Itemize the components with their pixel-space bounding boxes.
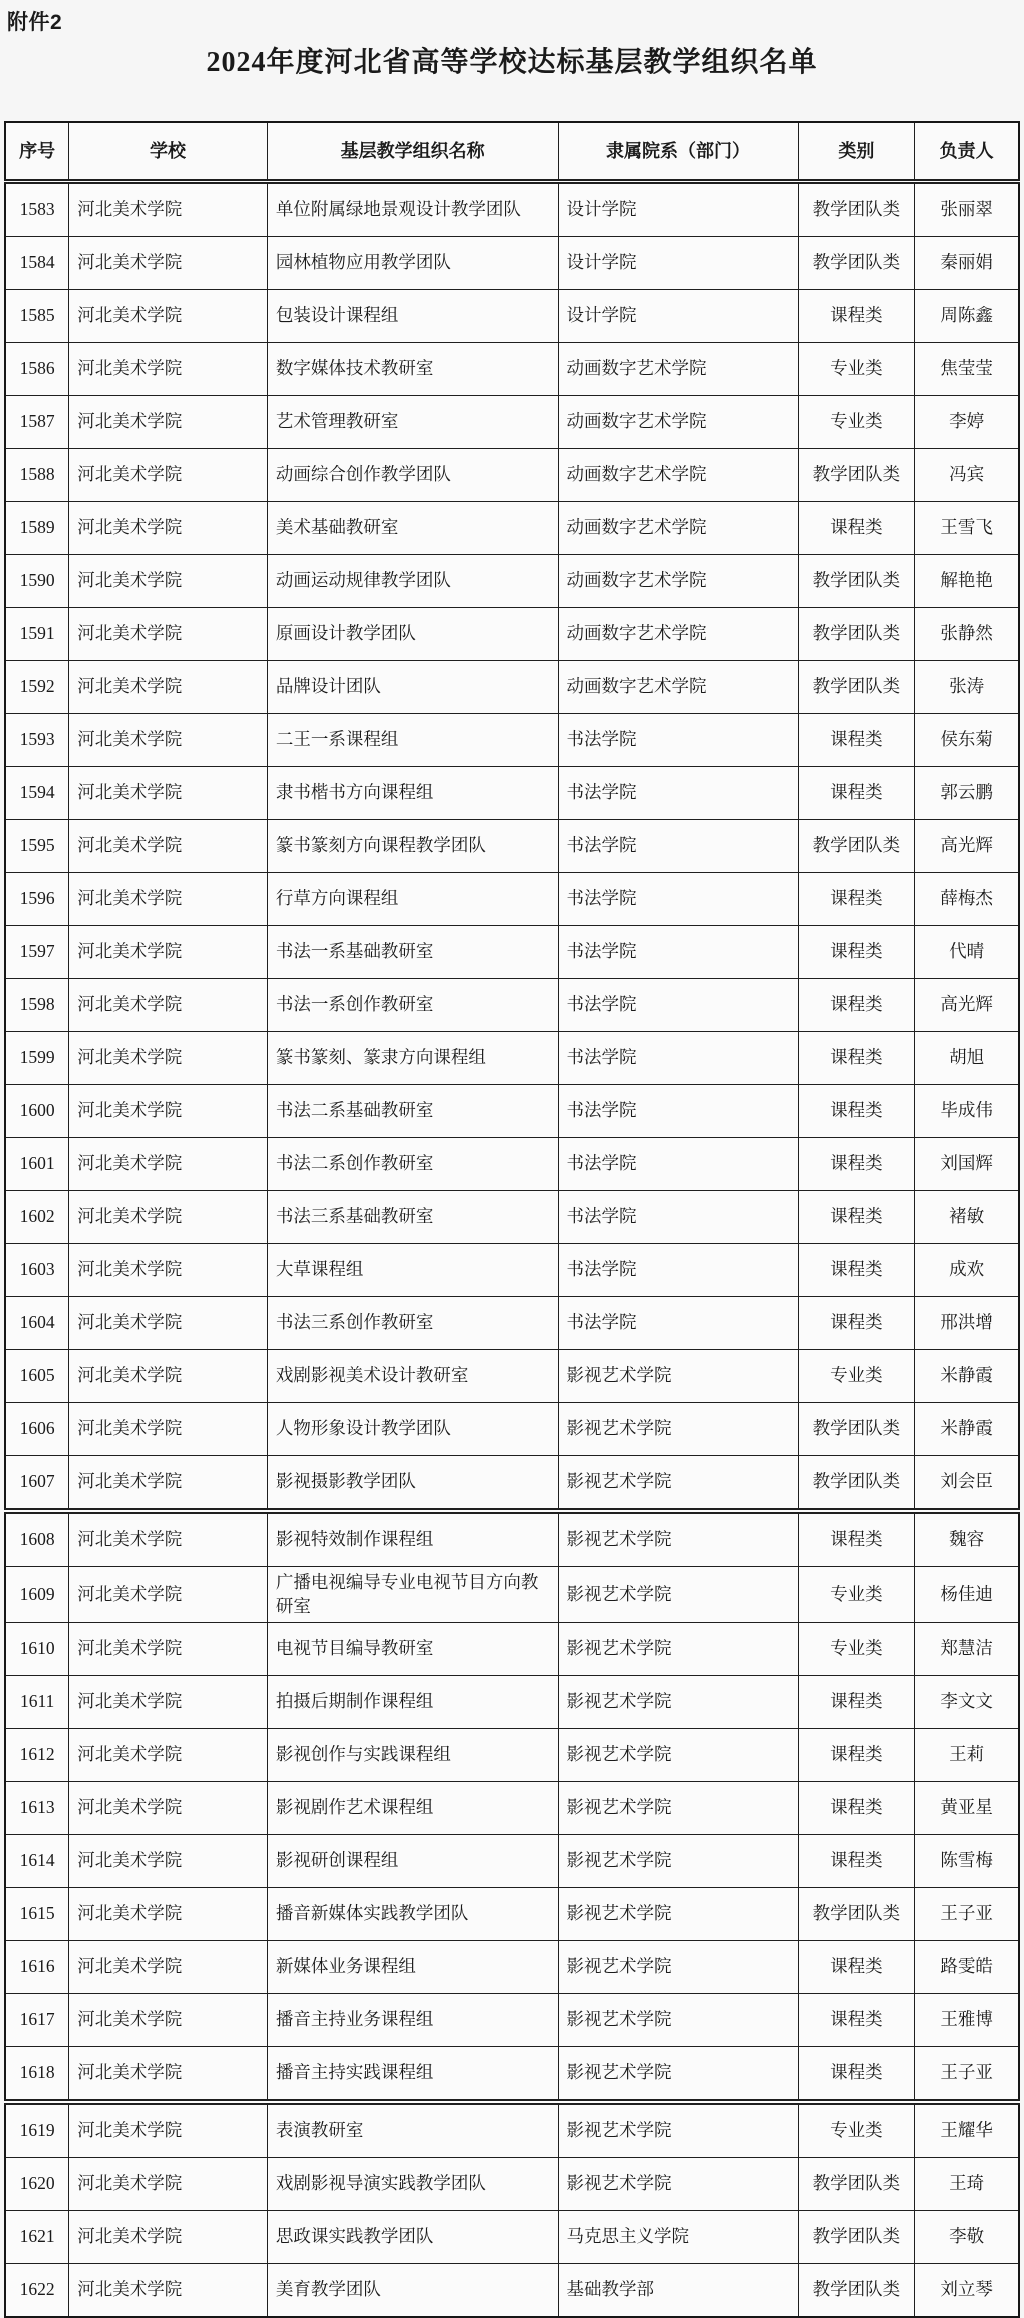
cell-dept: 设计学院 [558, 182, 798, 237]
cell-leader: 刘国辉 [915, 1138, 1019, 1191]
cell-school: 河北美术学院 [69, 1085, 268, 1138]
cell-org: 园林植物应用教学团队 [267, 237, 558, 290]
cell-leader: 李婷 [915, 396, 1019, 449]
cell-leader: 邢洪增 [915, 1297, 1019, 1350]
cell-leader: 魏容 [915, 1511, 1019, 1567]
cell-org: 播音主持业务课程组 [267, 1994, 558, 2047]
cell-dept: 影视艺术学院 [558, 1567, 798, 1623]
cell-leader: 郑慧洁 [915, 1623, 1019, 1676]
cell-org: 影视创作与实践课程组 [267, 1729, 558, 1782]
cell-school: 河北美术学院 [69, 1941, 268, 1994]
cell-leader: 薛梅杰 [915, 873, 1019, 926]
cell-school: 河北美术学院 [69, 608, 268, 661]
cell-org: 影视摄影教学团队 [267, 1456, 558, 1512]
cell-leader: 焦莹莹 [915, 343, 1019, 396]
cell-leader: 王莉 [915, 1729, 1019, 1782]
column-header: 学校 [69, 122, 268, 182]
cell-no: 1583 [5, 182, 69, 237]
cell-leader: 高光辉 [915, 979, 1019, 1032]
cell-category: 教学团队类 [798, 237, 915, 290]
cell-leader: 李文文 [915, 1676, 1019, 1729]
cell-no: 1609 [5, 1567, 69, 1623]
cell-dept: 动画数字艺术学院 [558, 608, 798, 661]
cell-leader: 张静然 [915, 608, 1019, 661]
cell-leader: 郭云鹏 [915, 767, 1019, 820]
cell-category: 专业类 [798, 2102, 915, 2158]
table-row [5, 396, 1019, 449]
cell-org: 行草方向课程组 [267, 873, 558, 926]
cell-org: 影视研创课程组 [267, 1835, 558, 1888]
cell-school: 河北美术学院 [69, 1623, 268, 1676]
table-row [5, 767, 1019, 820]
cell-category: 教学团队类 [798, 2264, 915, 2318]
cell-category: 教学团队类 [798, 820, 915, 873]
cell-category: 专业类 [798, 1623, 915, 1676]
table-row [5, 1403, 1019, 1456]
cell-leader: 王子亚 [915, 2047, 1019, 2103]
cell-school: 河北美术学院 [69, 1567, 268, 1623]
cell-no: 1593 [5, 714, 69, 767]
cell-dept: 影视艺术学院 [558, 1350, 798, 1403]
cell-category: 课程类 [798, 290, 915, 343]
cell-category: 课程类 [798, 926, 915, 979]
cell-leader: 高光辉 [915, 820, 1019, 873]
cell-leader: 王耀华 [915, 2102, 1019, 2158]
cell-leader: 王雪飞 [915, 502, 1019, 555]
cell-no: 1597 [5, 926, 69, 979]
table-row [5, 1835, 1019, 1888]
cell-dept: 书法学院 [558, 1244, 798, 1297]
cell-dept: 影视艺术学院 [558, 2102, 798, 2158]
cell-org: 思政课实践教学团队 [267, 2211, 558, 2264]
cell-leader: 陈雪梅 [915, 1835, 1019, 1888]
cell-category: 教学团队类 [798, 182, 915, 237]
column-header: 序号 [5, 122, 69, 182]
cell-dept: 动画数字艺术学院 [558, 502, 798, 555]
cell-no: 1608 [5, 1511, 69, 1567]
cell-org: 影视剧作艺术课程组 [267, 1782, 558, 1835]
table-row [5, 343, 1019, 396]
cell-school: 河北美术学院 [69, 1350, 268, 1403]
cell-school: 河北美术学院 [69, 2102, 268, 2158]
cell-category: 课程类 [798, 1511, 915, 1567]
cell-dept: 动画数字艺术学院 [558, 343, 798, 396]
cell-category: 教学团队类 [798, 555, 915, 608]
cell-no: 1621 [5, 2211, 69, 2264]
cell-no: 1612 [5, 1729, 69, 1782]
table-row [5, 1511, 1019, 1567]
cell-school: 河北美术学院 [69, 1403, 268, 1456]
cell-category: 课程类 [798, 767, 915, 820]
cell-leader: 路雯皓 [915, 1941, 1019, 1994]
cell-category: 课程类 [798, 1835, 915, 1888]
cell-leader: 毕成伟 [915, 1085, 1019, 1138]
cell-no: 1619 [5, 2102, 69, 2158]
table-row [5, 1729, 1019, 1782]
cell-dept: 动画数字艺术学院 [558, 661, 798, 714]
cell-no: 1596 [5, 873, 69, 926]
cell-no: 1617 [5, 1994, 69, 2047]
cell-no: 1584 [5, 237, 69, 290]
cell-dept: 书法学院 [558, 767, 798, 820]
cell-org: 二王一系课程组 [267, 714, 558, 767]
cell-leader: 褚敏 [915, 1191, 1019, 1244]
column-header: 隶属院系（部门） [558, 122, 798, 182]
cell-dept: 书法学院 [558, 1032, 798, 1085]
cell-leader: 杨佳迪 [915, 1567, 1019, 1623]
cell-school: 河北美术学院 [69, 2211, 268, 2264]
cell-no: 1605 [5, 1350, 69, 1403]
cell-no: 1611 [5, 1676, 69, 1729]
cell-no: 1592 [5, 661, 69, 714]
cell-school: 河北美术学院 [69, 1032, 268, 1085]
cell-category: 课程类 [798, 714, 915, 767]
cell-category: 课程类 [798, 1138, 915, 1191]
cell-school: 河北美术学院 [69, 343, 268, 396]
table-row [5, 1085, 1019, 1138]
cell-org: 数字媒体技术教研室 [267, 343, 558, 396]
cell-school: 河北美术学院 [69, 661, 268, 714]
cell-org: 篆书篆刻方向课程教学团队 [267, 820, 558, 873]
cell-leader: 侯东菊 [915, 714, 1019, 767]
table-row [5, 1244, 1019, 1297]
cell-no: 1615 [5, 1888, 69, 1941]
cell-leader: 秦丽娟 [915, 237, 1019, 290]
cell-leader: 刘立琴 [915, 2264, 1019, 2318]
table-row [5, 1994, 1019, 2047]
table-row [5, 714, 1019, 767]
cell-dept: 书法学院 [558, 1191, 798, 1244]
table-row [5, 2102, 1019, 2158]
cell-category: 课程类 [798, 1782, 915, 1835]
cell-org: 书法三系基础教研室 [267, 1191, 558, 1244]
cell-leader: 张丽翠 [915, 182, 1019, 237]
cell-no: 1588 [5, 449, 69, 502]
cell-category: 课程类 [798, 1676, 915, 1729]
cell-no: 1589 [5, 502, 69, 555]
page-title: 2024年度河北省高等学校达标基层教学组织名单 [206, 47, 818, 78]
cell-school: 河北美术学院 [69, 714, 268, 767]
table-header-row [5, 122, 1019, 182]
cell-no: 1586 [5, 343, 69, 396]
cell-dept: 影视艺术学院 [558, 1888, 798, 1941]
cell-dept: 影视艺术学院 [558, 1456, 798, 1512]
cell-school: 河北美术学院 [69, 1729, 268, 1782]
cell-dept: 书法学院 [558, 714, 798, 767]
table-row [5, 2211, 1019, 2264]
cell-category: 教学团队类 [798, 1888, 915, 1941]
table-head [5, 122, 1019, 182]
table-row [5, 2047, 1019, 2103]
cell-org: 美育教学团队 [267, 2264, 558, 2318]
cell-category: 教学团队类 [798, 1456, 915, 1512]
cell-org: 播音新媒体实践教学团队 [267, 1888, 558, 1941]
cell-category: 课程类 [798, 1729, 915, 1782]
cell-category: 课程类 [798, 979, 915, 1032]
cell-org: 动画综合创作教学团队 [267, 449, 558, 502]
cell-school: 河北美术学院 [69, 290, 268, 343]
cell-category: 专业类 [798, 343, 915, 396]
cell-school: 河北美术学院 [69, 1297, 268, 1350]
cell-leader: 成欢 [915, 1244, 1019, 1297]
table-row [5, 608, 1019, 661]
cell-dept: 影视艺术学院 [558, 2047, 798, 2103]
table-row [5, 2264, 1019, 2318]
cell-dept: 设计学院 [558, 290, 798, 343]
cell-school: 河北美术学院 [69, 926, 268, 979]
cell-no: 1585 [5, 290, 69, 343]
cell-no: 1591 [5, 608, 69, 661]
cell-leader: 胡旭 [915, 1032, 1019, 1085]
cell-leader: 黄亚星 [915, 1782, 1019, 1835]
cell-dept: 书法学院 [558, 1085, 798, 1138]
cell-dept: 基础教学部 [558, 2264, 798, 2318]
table-row [5, 661, 1019, 714]
cell-school: 河北美术学院 [69, 1888, 268, 1941]
table-row [5, 1567, 1019, 1623]
cell-dept: 动画数字艺术学院 [558, 396, 798, 449]
cell-no: 1620 [5, 2158, 69, 2211]
column-header: 类别 [798, 122, 915, 182]
cell-org: 书法二系创作教研室 [267, 1138, 558, 1191]
cell-no: 1601 [5, 1138, 69, 1191]
cell-dept: 马克思主义学院 [558, 2211, 798, 2264]
cell-no: 1606 [5, 1403, 69, 1456]
cell-category: 课程类 [798, 873, 915, 926]
cell-no: 1590 [5, 555, 69, 608]
cell-dept: 影视艺术学院 [558, 1676, 798, 1729]
cell-leader: 解艳艳 [915, 555, 1019, 608]
cell-dept: 书法学院 [558, 873, 798, 926]
cell-school: 河北美术学院 [69, 1835, 268, 1888]
cell-school: 河北美术学院 [69, 1191, 268, 1244]
cell-category: 课程类 [798, 1941, 915, 1994]
cell-school: 河北美术学院 [69, 1511, 268, 1567]
cell-no: 1618 [5, 2047, 69, 2103]
cell-dept: 影视艺术学院 [558, 1511, 798, 1567]
cell-school: 河北美术学院 [69, 2158, 268, 2211]
cell-category: 教学团队类 [798, 661, 915, 714]
cell-school: 河北美术学院 [69, 555, 268, 608]
cell-org: 包装设计课程组 [267, 290, 558, 343]
cell-school: 河北美术学院 [69, 767, 268, 820]
cell-org: 篆书篆刻、篆隶方向课程组 [267, 1032, 558, 1085]
table-row [5, 1676, 1019, 1729]
cell-org: 原画设计教学团队 [267, 608, 558, 661]
cell-school: 河北美术学院 [69, 449, 268, 502]
cell-no: 1598 [5, 979, 69, 1032]
cell-org: 书法三系创作教研室 [267, 1297, 558, 1350]
cell-dept: 书法学院 [558, 979, 798, 1032]
cell-leader: 冯宾 [915, 449, 1019, 502]
cell-dept: 影视艺术学院 [558, 1994, 798, 2047]
table-row [5, 926, 1019, 979]
cell-leader: 王雅博 [915, 1994, 1019, 2047]
cell-dept: 影视艺术学院 [558, 1729, 798, 1782]
roster-table [4, 121, 1020, 2318]
cell-school: 河北美术学院 [69, 1676, 268, 1729]
table-row [5, 1138, 1019, 1191]
cell-org: 影视特效制作课程组 [267, 1511, 558, 1567]
cell-no: 1613 [5, 1782, 69, 1835]
cell-category: 课程类 [798, 1191, 915, 1244]
table-row [5, 820, 1019, 873]
cell-org: 拍摄后期制作课程组 [267, 1676, 558, 1729]
cell-school: 河北美术学院 [69, 979, 268, 1032]
table-row [5, 182, 1019, 237]
cell-category: 教学团队类 [798, 608, 915, 661]
table-body [5, 182, 1019, 2318]
cell-category: 专业类 [798, 1350, 915, 1403]
cell-org: 新媒体业务课程组 [267, 1941, 558, 1994]
cell-school: 河北美术学院 [69, 502, 268, 555]
cell-org: 戏剧影视美术设计教研室 [267, 1350, 558, 1403]
cell-category: 教学团队类 [798, 2211, 915, 2264]
cell-dept: 设计学院 [558, 237, 798, 290]
cell-org: 电视节目编导教研室 [267, 1623, 558, 1676]
cell-category: 课程类 [798, 1244, 915, 1297]
cell-school: 河北美术学院 [69, 873, 268, 926]
cell-dept: 书法学院 [558, 1138, 798, 1191]
cell-dept: 书法学院 [558, 820, 798, 873]
cell-school: 河北美术学院 [69, 1782, 268, 1835]
cell-org: 戏剧影视导演实践教学团队 [267, 2158, 558, 2211]
cell-category: 课程类 [798, 2047, 915, 2103]
cell-leader: 米静霞 [915, 1350, 1019, 1403]
cell-org: 书法二系基础教研室 [267, 1085, 558, 1138]
table-row [5, 979, 1019, 1032]
cell-leader: 王子亚 [915, 1888, 1019, 1941]
cell-no: 1595 [5, 820, 69, 873]
table-row [5, 1191, 1019, 1244]
cell-school: 河北美术学院 [69, 182, 268, 237]
cell-category: 课程类 [798, 1085, 915, 1138]
table-row [5, 1032, 1019, 1085]
cell-leader: 王琦 [915, 2158, 1019, 2211]
cell-org: 人物形象设计教学团队 [267, 1403, 558, 1456]
cell-school: 河北美术学院 [69, 396, 268, 449]
cell-org: 艺术管理教研室 [267, 396, 558, 449]
cell-no: 1600 [5, 1085, 69, 1138]
cell-dept: 书法学院 [558, 1297, 798, 1350]
cell-dept: 影视艺术学院 [558, 1403, 798, 1456]
cell-category: 教学团队类 [798, 1403, 915, 1456]
cell-category: 专业类 [798, 1567, 915, 1623]
cell-leader: 米静霞 [915, 1403, 1019, 1456]
cell-leader: 代晴 [915, 926, 1019, 979]
cell-school: 河北美术学院 [69, 2264, 268, 2318]
column-header: 负责人 [915, 122, 1019, 182]
table-row [5, 502, 1019, 555]
cell-category: 教学团队类 [798, 449, 915, 502]
table-row [5, 1623, 1019, 1676]
cell-no: 1616 [5, 1941, 69, 1994]
cell-category: 课程类 [798, 1297, 915, 1350]
cell-school: 河北美术学院 [69, 237, 268, 290]
cell-org: 书法一系基础教研室 [267, 926, 558, 979]
table-row [5, 1888, 1019, 1941]
table-row [5, 873, 1019, 926]
cell-leader: 张涛 [915, 661, 1019, 714]
cell-no: 1602 [5, 1191, 69, 1244]
table-row [5, 237, 1019, 290]
cell-dept: 影视艺术学院 [558, 1782, 798, 1835]
cell-leader: 刘会臣 [915, 1456, 1019, 1512]
cell-dept: 影视艺术学院 [558, 1623, 798, 1676]
cell-school: 河北美术学院 [69, 1994, 268, 2047]
cell-dept: 动画数字艺术学院 [558, 555, 798, 608]
cell-org: 播音主持实践课程组 [267, 2047, 558, 2103]
cell-org: 表演教研室 [267, 2102, 558, 2158]
cell-dept: 影视艺术学院 [558, 1941, 798, 1994]
table-row [5, 1941, 1019, 1994]
cell-no: 1614 [5, 1835, 69, 1888]
cell-org: 动画运动规律教学团队 [267, 555, 558, 608]
cell-category: 课程类 [798, 502, 915, 555]
cell-no: 1599 [5, 1032, 69, 1085]
cell-school: 河北美术学院 [69, 820, 268, 873]
cell-org: 美术基础教研室 [267, 502, 558, 555]
cell-school: 河北美术学院 [69, 2047, 268, 2103]
table-row [5, 449, 1019, 502]
table-row [5, 555, 1019, 608]
table-row [5, 290, 1019, 343]
table-row [5, 1297, 1019, 1350]
table-row [5, 1782, 1019, 1835]
column-header: 基层教学组织名称 [267, 122, 558, 182]
attachment-label: 附件2 [7, 11, 63, 34]
cell-school: 河北美术学院 [69, 1244, 268, 1297]
cell-no: 1594 [5, 767, 69, 820]
cell-org: 单位附属绿地景观设计教学团队 [267, 182, 558, 237]
cell-category: 专业类 [798, 396, 915, 449]
cell-org: 广播电视编导专业电视节目方向教研室 [267, 1567, 558, 1623]
cell-no: 1603 [5, 1244, 69, 1297]
cell-dept: 动画数字艺术学院 [558, 449, 798, 502]
cell-org: 书法一系创作教研室 [267, 979, 558, 1032]
cell-category: 教学团队类 [798, 2158, 915, 2211]
table-row [5, 2158, 1019, 2211]
cell-org: 品牌设计团队 [267, 661, 558, 714]
cell-no: 1610 [5, 1623, 69, 1676]
cell-no: 1607 [5, 1456, 69, 1512]
cell-no: 1604 [5, 1297, 69, 1350]
cell-dept: 影视艺术学院 [558, 2158, 798, 2211]
cell-no: 1622 [5, 2264, 69, 2318]
cell-school: 河北美术学院 [69, 1138, 268, 1191]
table-row [5, 1456, 1019, 1512]
cell-org: 大草课程组 [267, 1244, 558, 1297]
cell-category: 课程类 [798, 1994, 915, 2047]
cell-dept: 书法学院 [558, 926, 798, 979]
cell-leader: 李敬 [915, 2211, 1019, 2264]
cell-leader: 周陈鑫 [915, 290, 1019, 343]
cell-org: 隶书楷书方向课程组 [267, 767, 558, 820]
cell-school: 河北美术学院 [69, 1456, 268, 1512]
table-row [5, 1350, 1019, 1403]
cell-category: 课程类 [798, 1032, 915, 1085]
cell-no: 1587 [5, 396, 69, 449]
cell-dept: 影视艺术学院 [558, 1835, 798, 1888]
